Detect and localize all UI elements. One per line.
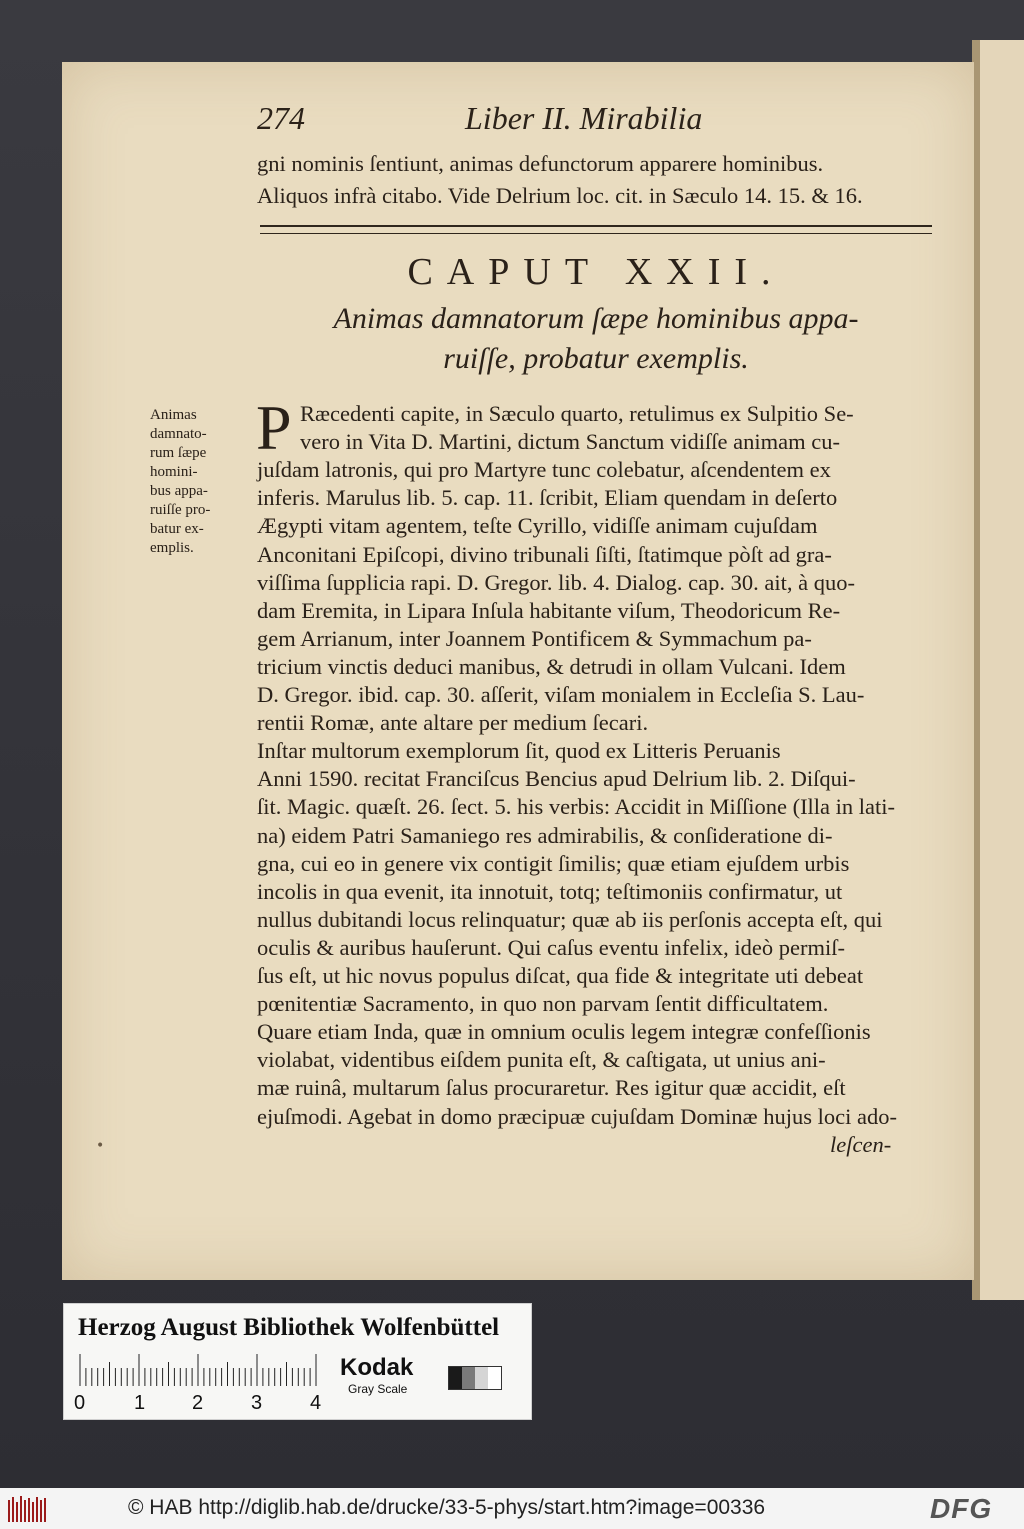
body-line: juſdam latronis, qui pro Martyre tunc colebatur, aſcendentem ex [257, 457, 831, 483]
body-line: gna, cui eo in genere vix contigit ſimilis; quæ etiam ejuſdem urbis [257, 850, 850, 876]
gray-patch [475, 1367, 488, 1389]
body-line: na) eidem Patri Samaniego res admirabilis, & conſideratione di- [257, 822, 833, 848]
body-line: ſit. Magic. quæſt. 26. ſect. 5. his verbis: Accidit in Miſſione (Illa in lati- [257, 794, 896, 820]
ruler-number: 3 [251, 1392, 263, 1414]
ruler-scale [78, 1354, 326, 1386]
body-line: ejuſmodi. Agebat in domo præcipuæ cujuſdam Dominæ hujus loci ado- [257, 1103, 897, 1129]
body-line: mæ ruinâ, multarum ſalus procuraretur. Res igitur quæ accidit, eſt [257, 1075, 846, 1101]
body-line: nullus dubitandi locus relinquatur; quæ ab iis perſonis accepta eſt, qui [257, 906, 883, 932]
ruler-number: 1 [134, 1392, 146, 1414]
body-line: D. Gregor. ibid. cap. 30. aſſerit, viſam monialem in Eccleſia S. Lau- [257, 682, 865, 707]
body-line: vero in Vita D. Martini, dictum Sanctum vidiſſe animam cu- [300, 429, 840, 455]
marginal-note-line: bus appa- [150, 483, 208, 499]
body-line: oculis & auribus hauſerunt. Qui caſus eventu infelix, ideò permiſ- [257, 934, 845, 960]
library-name: Herzog August Bibliothek Wolfenbüttel [78, 1314, 500, 1341]
body-line: violabat, videntibus eiſdem punita eſt, & caſtigata, ut unius ani- [257, 1047, 826, 1073]
gray-patch [462, 1367, 475, 1389]
footer-credit-link[interactable]: © HAB http://diglib.hab.de/drucke/33-5-phys/start.htm?image=00336 [128, 1496, 766, 1519]
ruler-number: 2 [192, 1392, 204, 1414]
chapter-subtitle: Animas damnatorum ſæpe hominibus appa- [333, 302, 859, 335]
intro-line: Aliquos infrà citabo. Vide Delrium loc. cit. in Sæculo 14. 15. & 16. [257, 183, 863, 208]
ruler-number: 0 [74, 1392, 86, 1414]
marginal-note-line: Animas [150, 407, 197, 423]
body-line: Anconitani Epiſcopi, divino tribunali ſiſti, ſtatimque pòſt ad gra- [257, 541, 832, 567]
marginal-note-line: ruiſſe pro- [150, 502, 211, 518]
body-line: Inſtar multorum exemplorum ſit, quod ex Litteris Peruanis [257, 738, 781, 764]
chapter-subtitle: ruiſſe, probatur exemplis. [443, 342, 749, 375]
marginal-note-line: batur ex- [150, 521, 204, 537]
body-line: gem Arrianum, inter Joannem Pontificem & Symmachum pa- [257, 625, 812, 651]
gray-patches [448, 1366, 502, 1390]
marginal-note-line: rum ſæpe [150, 445, 207, 461]
body-line: Ægypti vitam agentem, teſte Cyrillo, vidiſſe animam cujuſdam [257, 513, 818, 539]
marginal-note [150, 406, 242, 558]
marginal-note-line: emplis. [150, 540, 194, 556]
kodak-logo: Kodak [340, 1354, 414, 1381]
library-color-card [63, 1303, 532, 1420]
footer-bar [0, 1488, 1024, 1529]
body-line: Quare etiam Inda, quæ in omnium oculis legem integræ confeſſionis [257, 1019, 871, 1045]
body-line: dam Eremita, in Lipara Inſula habitante viſum, Theodoricum Re- [257, 597, 841, 623]
body-line: incolis in qua evenit, ita innotuit, totq; teſtimoniis confirmatur, ut [257, 878, 843, 904]
page-speck: • [96, 1138, 105, 1154]
running-head [257, 100, 937, 148]
drop-cap: P [256, 392, 292, 463]
body-line: pœnitentiæ Sacramento, in quo non parvam ſentit difficultatem. [257, 991, 829, 1017]
dfg-logo: DFG [930, 1493, 993, 1524]
marginal-note-line: homini- [150, 464, 198, 480]
running-title: Liber II. Mirabilia [465, 100, 703, 136]
body-line: viſſima ſupplicia rapi. D. Gregor. lib. 4. Dialog. cap. 30. ait, à quo- [257, 569, 855, 595]
ruler-number: 4 [310, 1392, 322, 1414]
body-line: ſus eſt, ut hic novus populus diſcat, qua fide & integritate uti debeat [257, 963, 864, 988]
gray-scale-label: Gray Scale [348, 1382, 408, 1396]
page-number: 274 [257, 100, 305, 136]
body-line: tricium vinctis deduci manibus, & detrudi in ollam Vulcani. Idem [257, 653, 846, 679]
body-line: Ræcedenti capite, in Sæculo quarto, retulimus ex Sulpitio Se- [300, 401, 854, 426]
intro-line: gni nominis ſentiunt, animas defunctorum apparere hominibus. [257, 151, 824, 176]
adjacent-page-edge [978, 40, 1024, 1300]
marginal-note-line: damnato- [150, 426, 207, 442]
body-line: rentii Romæ, ante altare per medium ſecari. [257, 710, 649, 736]
body-line: inferis. Marulus lib. 5. cap. 11. ſcribit, Eliam quendam in deſerto [257, 485, 838, 511]
chapter-heading: CAPUT XXII. [407, 251, 785, 293]
gray-patch [449, 1367, 462, 1389]
body-line: Anni 1590. recitat Franciſcus Bencius apud Delrium lib. 2. Diſqui- [257, 766, 856, 792]
gray-patch [488, 1367, 501, 1389]
hab-logo-icon [6, 1494, 50, 1524]
body-line: leſcen- [830, 1131, 892, 1157]
section-rule [260, 225, 932, 234]
